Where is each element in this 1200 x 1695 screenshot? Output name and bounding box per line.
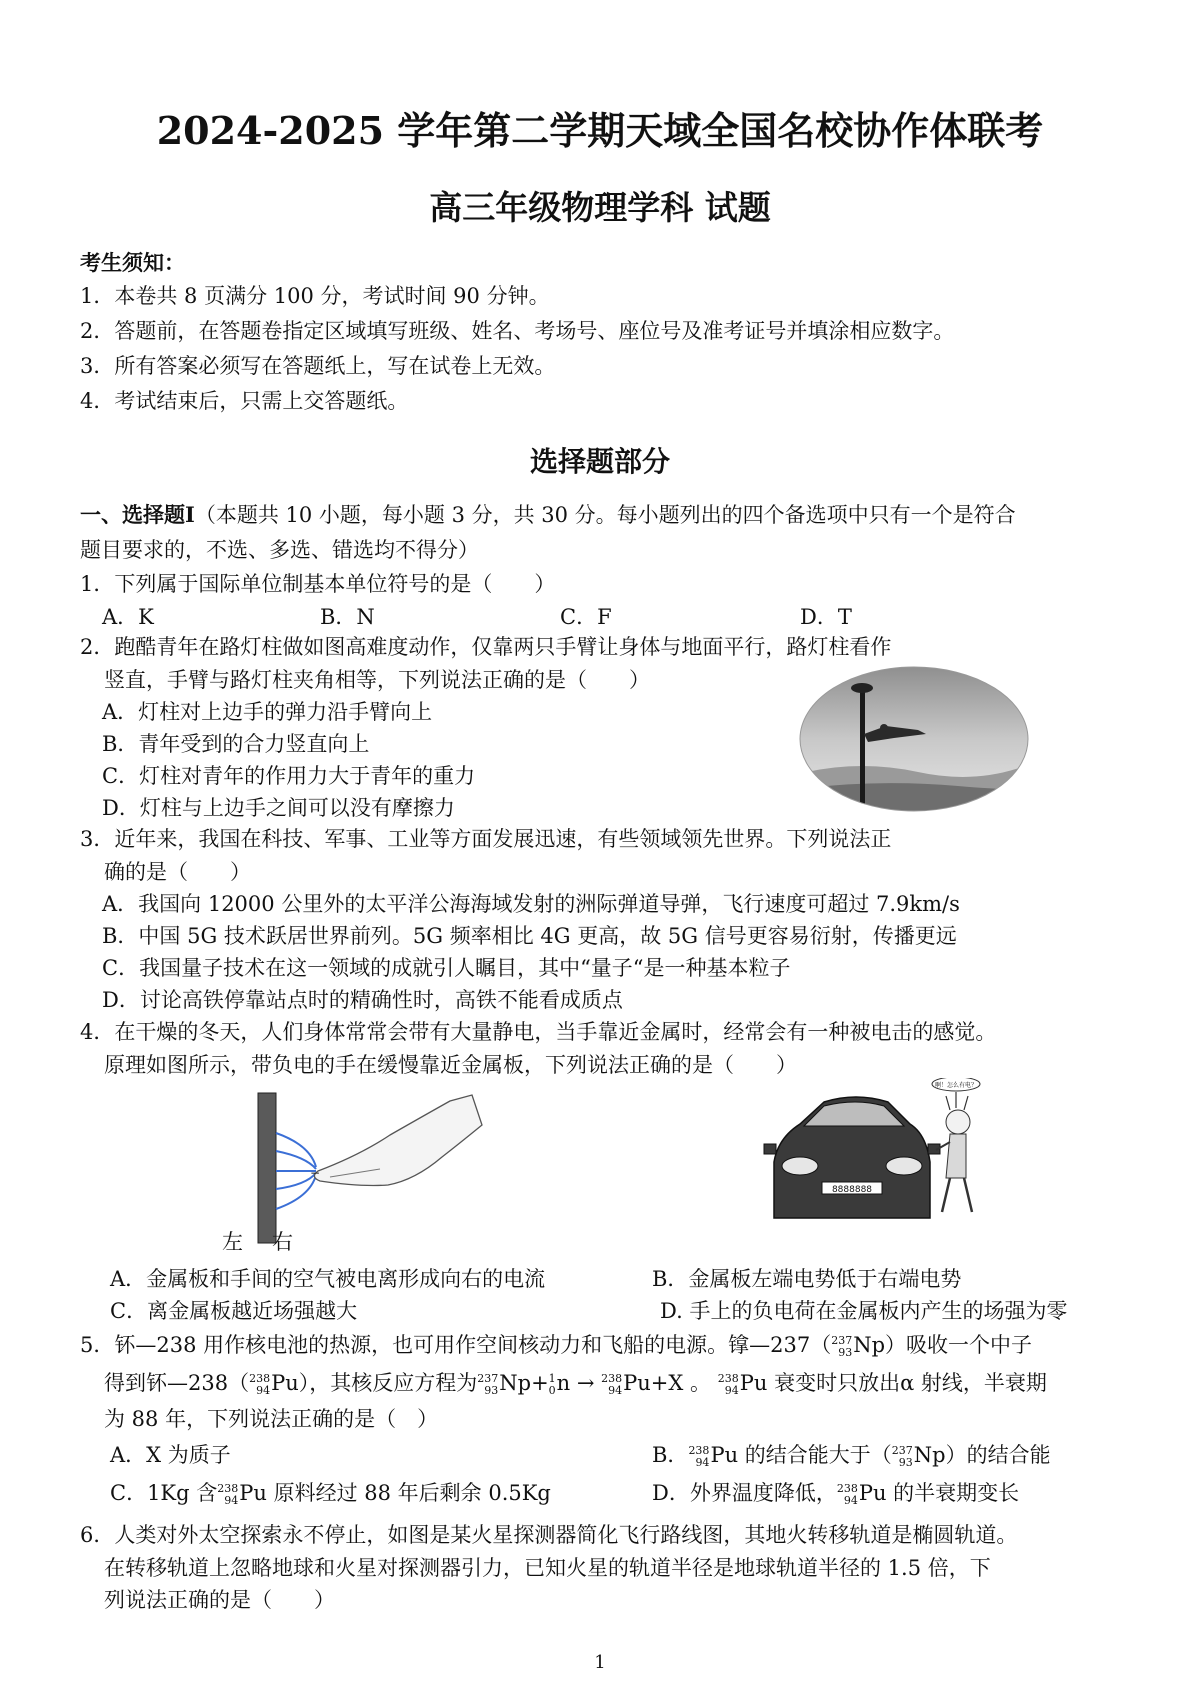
q5-line2-text-f: Pu 衰变时只放出α 射线，半衰期	[739, 1371, 1047, 1395]
pu-atomic-number: 94	[608, 1383, 623, 1397]
notice-item: 1．本卷共 8 页满分 100 分，考试时间 90 分钟。	[80, 284, 550, 308]
np-isotope-numbers	[892, 1445, 913, 1469]
exam-title: 2024-2025 学年第二学期天域全国名校协作体联考	[156, 108, 1044, 153]
question-5-line2	[104, 1368, 1047, 1398]
q1-option-a: A．K	[102, 605, 154, 629]
question-1-stem: 1．下列属于国际单位制基本单位符号的是（ ）	[80, 572, 556, 596]
pu-isotope-numbers	[688, 1445, 709, 1469]
q5-option-b-text-end: Np）的结合能	[913, 1443, 1051, 1467]
q5-line2-text-e: Pu+X 。	[623, 1371, 712, 1395]
pu-atomic-number: 94	[724, 1383, 739, 1397]
np-mass-number: 237	[477, 1371, 499, 1385]
pu-mass-number: 238	[717, 1371, 739, 1385]
question-6-stem-line2: 在转移轨道上忽略地球和火星对探测器引力，已知火星的轨道半径是地球轨道半径的 1.5 倍，下	[104, 1556, 991, 1580]
exam-subtitle: 高三年级物理学科 试题	[429, 188, 771, 227]
notice-item: 2．答题前，在答题卷指定区域填写班级、姓名、考场号、座位号及准考证号并填涂相应数字。	[80, 319, 955, 343]
question-2-stem-line1: 2．跑酷青年在路灯柱做如图高难度动作，仅靠两只手臂让身体与地面平行，路灯柱看作	[80, 635, 892, 659]
section-title: 选择题部分	[529, 445, 670, 478]
part-desc-line2: 题目要求的，不选、多选、错选均不得分）	[80, 538, 479, 562]
parkour-photo-figure	[798, 664, 1030, 814]
q5-option-a: A．X 为质子	[110, 1443, 231, 1467]
svg-text:−: −	[310, 1166, 321, 1180]
question-4-stem-line2: 原理如图所示，带负电的手在缓慢靠近金属板，下列说法正确的是（ ）	[104, 1053, 797, 1077]
pu-isotope-numbers	[601, 1373, 622, 1397]
pu-mass-number: 238	[601, 1371, 623, 1385]
np-atomic-number: 93	[898, 1455, 913, 1469]
notice-item: 3．所有答案必须写在答题纸上，写在试卷上无效。	[80, 354, 556, 378]
neutron-numbers	[549, 1373, 556, 1397]
question-2-stem-line2: 竖直，手臂与路灯柱夹角相等，下列说法正确的是（ ）	[104, 668, 650, 692]
pu-isotope-numbers	[718, 1373, 739, 1397]
car-shock-cartoon-figure	[760, 1078, 982, 1238]
q3-option-d: D．讨论高铁停靠站点时的精确性时，高铁不能看成质点	[102, 988, 623, 1012]
q5-option-d	[652, 1478, 1019, 1508]
q4-option-c: C．离金属板越近场强越大	[110, 1299, 358, 1323]
q5-option-b-text: Pu 的结合能大于（	[710, 1443, 892, 1467]
speech-bubble-text: 啊！怎么有电？	[934, 1082, 978, 1089]
q4-option-d: D. 手上的负电荷在金属板内产生的场强为零	[660, 1299, 1068, 1323]
pu-mass-number: 238	[249, 1371, 271, 1385]
pu-atomic-number: 94	[843, 1493, 858, 1507]
neutron-mass-number: 1	[548, 1371, 556, 1385]
part-desc-line1: （本题共 10 小题，每小题 3 分，共 30 分。每小题列出的四个备选项中只有一个是符合	[194, 503, 1016, 527]
question-5-line3: 为 88 年，下列说法正确的是（ ）	[104, 1407, 439, 1431]
q5-line1-text-end: Np）吸收一个中子	[853, 1333, 1033, 1357]
page-number: 1	[594, 1652, 606, 1673]
q5-option-c-text: Pu 原料经过 88 年后剩余 0.5Kg	[239, 1481, 551, 1505]
question-3-stem-line2: 确的是（ ）	[104, 860, 251, 884]
question-4-stem-line1: 4．在干燥的冬天，人们身体常常会带有大量静电，当手靠近金属时，经常会有一种被电击的感觉。	[80, 1020, 997, 1044]
pu-mass-number: 238	[688, 1443, 710, 1457]
np-atomic-number: 93	[838, 1345, 853, 1359]
pu-mass-number: 238	[836, 1481, 858, 1495]
np-isotope-numbers	[477, 1373, 498, 1397]
part-description	[80, 500, 1016, 530]
pu-mass-number: 238	[217, 1481, 239, 1495]
q2-option-c: C．灯柱对青年的作用力大于青年的重力	[102, 764, 476, 788]
question-6-stem-line1: 6．人类对外太空探索永不停止，如图是某火星探测器简化飞行路线图，其地火转移轨道是椭圆轨道。	[80, 1523, 1018, 1547]
q2-option-d: D．灯柱与上边手之间可以没有摩擦力	[102, 796, 455, 820]
q5-line2-text-b: Pu），其核反应方程为	[271, 1371, 478, 1395]
license-plate-text: 8888888	[831, 1185, 873, 1195]
q5-line1-text: 5．钚—238 用作核电池的热源，也可用作空间核动力和飞船的电源。镎—237（	[80, 1333, 832, 1357]
notice-item: 4．考试结束后，只需上交答题纸。	[80, 389, 409, 413]
q5-option-b-label: B．	[652, 1443, 689, 1467]
pu-isotope-numbers	[837, 1483, 858, 1507]
q1-option-d: D．T	[800, 605, 852, 629]
question-3-stem-line1: 3．近年来，我国在科技、军事、工业等方面发展迅速，有些领域领先世界。下列说法正	[80, 827, 892, 851]
np-mass-number: 237	[831, 1333, 853, 1347]
q5-option-d-text: Pu 的半衰期变长	[858, 1481, 1020, 1505]
q5-line2-text-d: n →	[556, 1371, 595, 1395]
q5-option-d-label: D．外界温度降低，	[652, 1481, 837, 1505]
q5-option-c	[110, 1478, 551, 1508]
q4-option-a: A．金属板和手间的空气被电离形成向右的电流	[110, 1267, 546, 1291]
pu-isotope-numbers	[249, 1373, 270, 1397]
q2-option-b: B．青年受到的合力竖直向上	[102, 732, 370, 756]
q3-option-a: A．我国向 12000 公里外的太平洋公海海域发射的洲际弹道导弹，飞行速度可超过 7.9km/s	[102, 892, 960, 916]
notice-heading: 考生须知：	[80, 250, 185, 275]
question-6-stem-line3: 列说法正确的是（ ）	[104, 1588, 335, 1612]
neutron-charge-number: 0	[548, 1383, 556, 1397]
part-label: 一、选择题Ⅰ	[80, 502, 195, 527]
plate-hand-figure	[210, 1085, 490, 1250]
q5-option-b	[652, 1440, 1051, 1470]
pu-atomic-number: 94	[695, 1455, 710, 1469]
np-isotope-numbers	[831, 1335, 852, 1359]
q1-option-b: B．N	[320, 605, 375, 629]
q2-option-a: A．灯柱对上边手的弹力沿手臂向上	[102, 700, 433, 724]
q5-line2-text: 得到钚—238（	[104, 1371, 250, 1395]
q5-line2-text-c: Np+	[499, 1371, 549, 1395]
question-5-line1	[80, 1330, 1032, 1360]
np-atomic-number: 93	[484, 1383, 499, 1397]
figure-label-left: 左	[222, 1230, 243, 1254]
q4-option-b: B．金属板左端电势低于右端电势	[652, 1267, 962, 1291]
pu-atomic-number: 94	[256, 1383, 271, 1397]
np-mass-number: 237	[891, 1443, 913, 1457]
pu-isotope-numbers	[217, 1483, 238, 1507]
q3-option-b: B．中国 5G 技术跃居世界前列。5G 频率相比 4G 更高，故 5G 信号更容易衍射，传播更远	[102, 924, 957, 948]
q5-option-c-label: C．1Kg 含	[110, 1481, 218, 1505]
q3-option-c: C．我国量子技术在这一领域的成就引人瞩目，其中“量子“是一种基本粒子	[102, 956, 791, 980]
pu-atomic-number: 94	[224, 1493, 239, 1507]
figure-label-right: 右	[272, 1230, 293, 1254]
q1-option-c: C．F	[560, 605, 612, 629]
